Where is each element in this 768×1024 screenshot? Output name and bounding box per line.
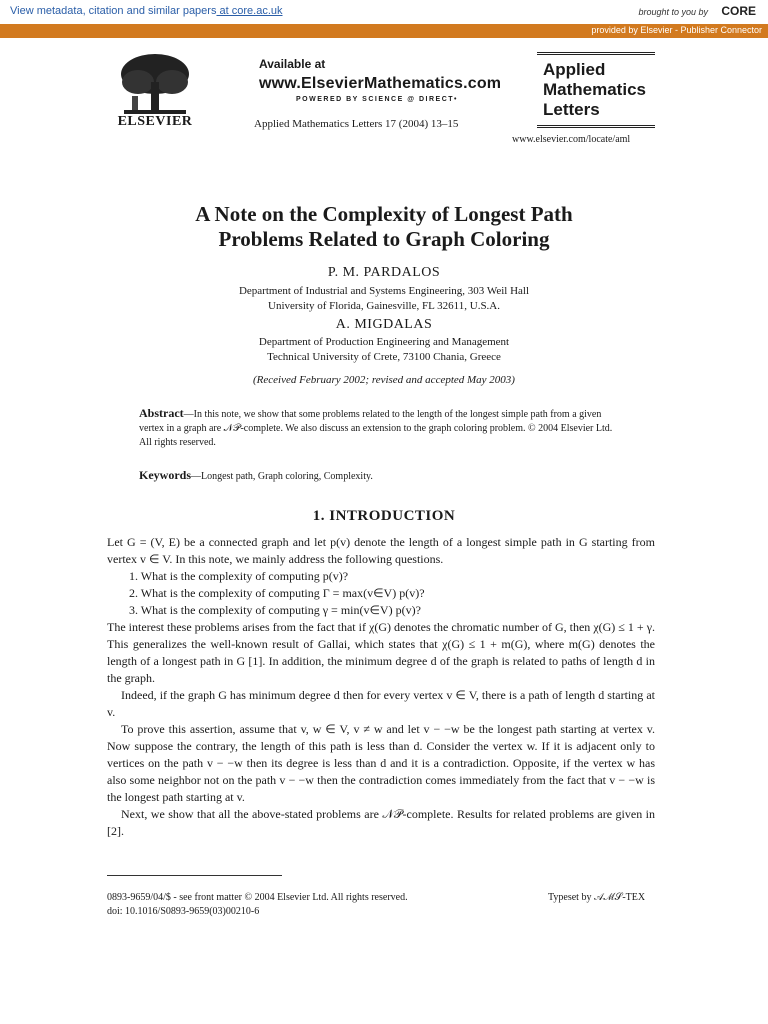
received-dates: (Received February 2002; revised and accepted May 2003) xyxy=(253,374,515,386)
body-paragraph: The interest these problems arises from the fact that if χ(G) denotes the chromatic number of G, then χ(G) ≤ 1 + γ. This generalizes the well-known result of Gallai, which states that χ(G) ≤ 1 + m(G), where m(G) denotes the length of a longest path in G [1]. In addition, the minimum degree d of the graph is related to paths of length d in the graph. xyxy=(107,620,655,685)
core-link-suffix: at core.ac.uk xyxy=(216,5,283,17)
journal-logo-line: Letters xyxy=(543,100,600,119)
provider-bar xyxy=(0,24,768,38)
elsevier-mathematics-url[interactable]: www.ElsevierMathematics.com xyxy=(259,75,502,92)
body-paragraph: Next, we show that all the above-stated problems are 𝒩𝒫-complete. Results for related problems are given in [2]. xyxy=(107,807,655,838)
typeset-note: Typeset by 𝒜ℳ𝒮-TEX xyxy=(548,892,646,903)
journal-logo-line: Applied xyxy=(543,60,606,79)
issn-line: 0893-9659/04/$ - see front matter © 2004 Elsevier Ltd. All rights reserved. xyxy=(107,892,408,903)
abstract-label: Abstract xyxy=(139,406,184,420)
powered-by-sciencedirect: POWERED BY SCIENCE @ DIRECT• xyxy=(296,96,458,103)
journal-citation: Applied Mathematics Letters 17 (2004) 13–15 xyxy=(254,118,459,130)
keywords-label: Keywords xyxy=(139,468,191,482)
doi-line[interactable]: doi: 10.1016/S0893-9659(03)00210-6 xyxy=(107,906,260,917)
publisher-name: ELSEVIER xyxy=(117,114,193,129)
question-item: 3. What is the complexity of computing γ = min(v∈V) p(v)? xyxy=(129,603,421,617)
keywords xyxy=(139,468,625,483)
title-line: A Note on the Complexity of Longest Path xyxy=(195,202,573,226)
question-list xyxy=(107,568,655,619)
abstract-text: —In this note, we show that some problems related to the length of the longest simple path from a given vertex in a graph are 𝒩𝒫-complete. We also discuss an extension to the graph coloring problem. © 2004 Elsevier Ltd. All rights reserved. xyxy=(139,409,613,448)
affiliation-line: University of Florida, Gainesville, FL 32611, U.S.A. xyxy=(268,300,500,312)
paper-title xyxy=(0,202,768,252)
core-brought-by: brought to you by xyxy=(638,7,708,17)
body-paragraph: Indeed, if the graph G has minimum degree d then for every vertex v ∈ V, there is a path of length d starting at v. xyxy=(107,688,655,719)
journal-logo xyxy=(537,52,655,128)
author-name: A. MIGDALAS xyxy=(335,317,433,332)
section-heading: 1. INTRODUCTION xyxy=(312,508,456,524)
core-link-prefix: View metadata, citation and similar papers xyxy=(10,5,217,17)
intro-paragraph: Let G = (V, E) be a connected graph and let p(v) denote the length of a longest simple path in G starting from vertex v ∈ V. In this note, we mainly address the following questions. xyxy=(107,535,655,566)
question-item: 1. What is the complexity of computing p(v)? xyxy=(129,569,349,583)
affiliation-line: Department of Production Engineering and Management xyxy=(258,336,510,348)
journal-logo-line: Mathematics xyxy=(543,80,646,99)
author-affiliation xyxy=(0,335,768,365)
author-name: P. M. PARDALOS xyxy=(327,265,441,280)
journal-logo-text xyxy=(543,60,655,120)
elsevier-tree-icon xyxy=(118,52,192,116)
footnote-divider xyxy=(107,875,282,876)
abstract xyxy=(139,406,625,450)
journal-url[interactable]: www.elsevier.com/locate/aml xyxy=(512,134,631,145)
affiliation-line: Technical University of Crete, 73100 Chania, Greece xyxy=(267,351,501,363)
affiliation-line: Department of Industrial and Systems Engineering, 303 Weil Hall xyxy=(238,285,530,297)
body-text xyxy=(107,534,655,840)
question-item: 2. What is the complexity of computing Γ = max(v∈V) p(v)? xyxy=(129,586,425,600)
core-logo[interactable]: CORE xyxy=(721,4,756,18)
keywords-text: —Longest path, Graph coloring, Complexity. xyxy=(191,471,373,482)
available-at: Available at xyxy=(259,57,326,71)
provider-link[interactable]: provided by Elsevier - Publisher Connector xyxy=(591,25,762,35)
elsevier-logo xyxy=(110,52,200,130)
core-banner xyxy=(0,0,768,25)
author-affiliation xyxy=(0,284,768,314)
title-line: Problems Related to Graph Coloring xyxy=(218,227,550,251)
core-metadata-link[interactable] xyxy=(10,5,283,17)
body-paragraph: To prove this assertion, assume that v, w ∈ V, v ≠ w and let v − −w be the longest path starting at vertex v. Now suppose the contrary, the length of this path is less than d. Consider the vertex w. If it is adjacent only to vertices on the path v − −w then its degree is less than d and it is a contradiction. Opposite, if the vertex w has also some neighbor not on the path v − −w then the contradiction comes immediately from the fact that v − −w is the longest path starting at v. xyxy=(107,722,655,804)
